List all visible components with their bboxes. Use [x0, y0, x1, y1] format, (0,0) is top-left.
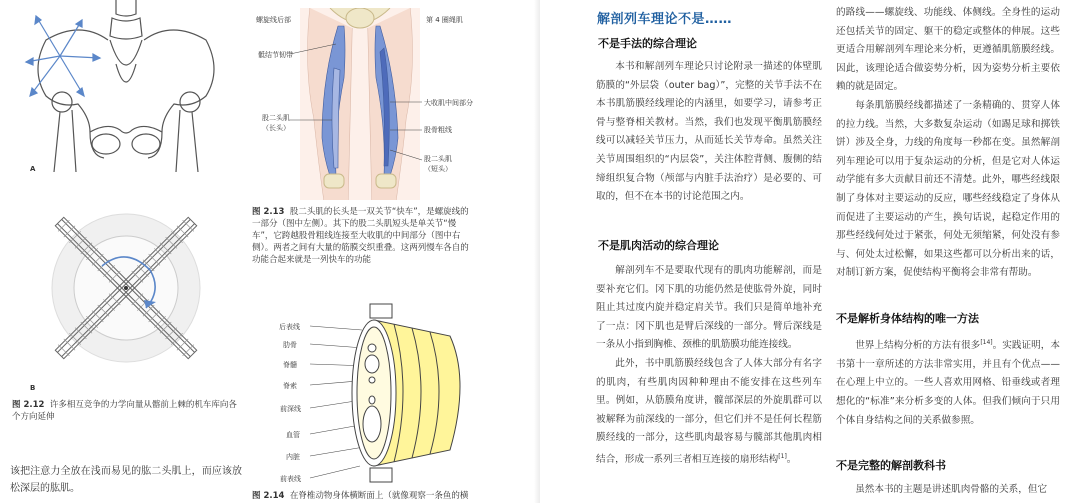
- col2-heading-1: 不是解析身体结构的唯一方法: [836, 312, 979, 325]
- col2-citation-14: [14]: [980, 339, 993, 346]
- col1-block-2: [596, 262, 822, 470]
- left-body-text: 该把注意力全放在浅而易见的肱二头肌上，而应该放松深层的肱肌。: [10, 466, 242, 494]
- col1-heading-2: 不是肌肉活动的综合理论: [598, 239, 719, 252]
- fig-2-14-label-1: 肋骨: [283, 341, 297, 349]
- col1-paragraph-3-end: 。: [786, 454, 797, 466]
- fig-2-13-label-biceps-femoris: 股二头肌: [262, 114, 290, 122]
- col1-paragraph-2: 解剖列车不是要取代现有的肌肉功能解剖，而是要补充它们。冈下肌的功能仍然是使肱骨外旋，同时阻止其过度内旋并稳定肩关节。我们只是简单地补充了一点：冈下肌也是臂后深线的一部分。臂后深线是一条从小指到胸椎、颈椎的肌筋膜功能连接线。: [596, 265, 822, 351]
- fig-2-13-label-long-head: （长头）: [262, 124, 290, 132]
- col1-paragraph-1: 本书和解剖列车理论只讨论附录一描述的体壁肌筋膜的“外层袋（outer bag）”，完整的关节手法不在本书肌筋膜经线理论的内涵里，如要学习，请参考正骨与整脊相关教材。当然，我们也发现平衡肌筋膜经线可以减轻关节压力，从而延长关节寿命。虽然关注关节周围组织的“内层袋”，关注体腔背侧、腹侧的结缔组织复合物（颅部与内脏手法治疗）是必要的、可取的，但不在本书的讨论范围之内。: [596, 61, 822, 203]
- fig-2-13-label-biceps-femoris-short: 股二头肌: [424, 155, 452, 163]
- col2-paragraph-2: 每条肌筋膜经线都描述了一条精确的、贯穿人体的拉力线。当然，大多数复杂运动（如踢足球和掷铁饼）涉及全身，力线的角度每一秒都在变。虽然解剖列车理论可以用于复杂运动的分析，但是它对人体运动学能有多大贡献目前还不清楚。此外，哪些经线限制了身体对主要运动的反应，哪些经线稳定了身体从而促进了主要运动的产生，换句话说，起稳定作用的那些经线何处过于紧张，何处无须缩紧，何处没有参与、何处太过松懈，如果这些都可以分析出来的话，对制订新方案，促使结构平衡将会非常有帮助。: [836, 99, 1060, 279]
- caption-figure-2-12: [12, 399, 242, 423]
- figure-2-12-a-pelvis: [20, 0, 242, 172]
- col2-paragraph-3: 世界上结构分析的方法有很多: [855, 340, 981, 352]
- fig-2-14-label-5: 血管: [286, 431, 300, 439]
- figure-a-letter: A: [30, 165, 36, 173]
- fig-2-13-label-linea-aspera: 股骨粗线: [424, 126, 452, 134]
- fig-2-13-label-short-head: （短头）: [424, 165, 452, 173]
- fig-2-14-label-2: 脊髓: [283, 361, 297, 369]
- col1-block-1: [596, 58, 822, 207]
- col2-paragraph-4: 虽然本书的主题是讲述肌肉骨骼的关系，但它: [855, 484, 1048, 495]
- col1-paragraph-3-wrap: [596, 355, 822, 470]
- fig-2-14-label-6: 内脏: [286, 453, 300, 461]
- caption-2-12-text: 许多相互竞争的力学向量从髂前上棘的机车库向各个方向延伸: [12, 400, 237, 422]
- col2-block-3: [836, 481, 1060, 500]
- col2-paragraph-1: 的路线——螺旋线、功能线、体侧线。全身性的运动还包括关节的固定、躯干的稳定或整体的伸展。这些更适合用解剖列车理论来分析，更遵循肌筋膜经线。因此，该理论适合做姿势分析，因为姿势分析主要依赖的就是固定。: [836, 7, 1060, 93]
- fig-2-14-label-0: 后表线: [279, 323, 300, 331]
- col2-block-1: [836, 4, 1060, 283]
- figure-2-12-b-roundhouse: [28, 190, 224, 386]
- fig-2-13-title-right: 第 4 圈绳肌: [426, 16, 463, 24]
- fig-2-14-label-3: 脊索: [283, 382, 297, 390]
- col1-heading-1: 不是手法的综合理论: [598, 37, 697, 50]
- figure-2-14-cross-section: [300, 300, 476, 486]
- caption-2-13-text: 股二头肌的长头是一双关节“快车”，是螺旋线的一部分（图中左侧）。其下的股二头肌短头是单关节“慢车”，它跨越股骨粗线连接至大收肌的中间部分（图中右侧）。两者之间有大量的筋膜交织重叠。这两列慢车各自的功能合起来就是一列快车的功能: [252, 207, 469, 265]
- col2-paragraph-3-wrap: [836, 334, 1060, 430]
- section-title: 解剖列车理论不是……: [597, 12, 733, 27]
- caption-figure-2-14: [252, 490, 492, 502]
- fig-2-13-title-left: 螺旋线后部: [256, 16, 291, 24]
- caption-2-14-number: 图 2.14: [252, 491, 285, 501]
- caption-2-14-text: 在脊椎动物身体横断面上（就像观察一条鱼的横: [289, 491, 469, 501]
- caption-2-13-number: 图 2.13: [252, 207, 285, 217]
- fig-2-14-label-7: 前表线: [280, 475, 301, 483]
- col2-block-2: [836, 334, 1060, 430]
- col2-heading-2: 不是完整的解剖教科书: [836, 459, 946, 472]
- caption-figure-2-13: [252, 206, 472, 266]
- col1-paragraph-3: 此外，书中肌筋膜经线包含了人体大部分有名字的肌肉，有些肌肉因种种理由不能安排在这些列车里。例如，从筋膜角度讲，髋部深层的外旋肌群可以被解释为前深线的一部分，但它们并不是任何长程筋膜经线的一部分，这些肌肉最容易与髋部其他肌肉相结合，形成一系列三者相互连接的扇形结构: [596, 357, 822, 466]
- caption-2-12-number: 图 2.12: [12, 400, 45, 410]
- col2-paragraph-3-end: 。实践证明，本书第十一章所述的方法非常实用，并且有个优点——在心理上中立的。一些人喜欢用网格、铅垂线或者理想化的“标准”来分析多变的人体。但我们倾向于只用个体自身结构之间的关系做参照。: [836, 340, 1061, 426]
- fig-2-13-label-sacrotuberous: 骶结节韧带: [258, 51, 293, 59]
- fig-2-13-label-adductor-magnus: 大收肌中间部分: [424, 99, 473, 107]
- col1-citation-1: [1]: [778, 452, 787, 460]
- fig-2-14-label-4: 前深线: [280, 405, 301, 413]
- right-page: [540, 0, 1080, 503]
- figure-b-letter: B: [30, 384, 36, 392]
